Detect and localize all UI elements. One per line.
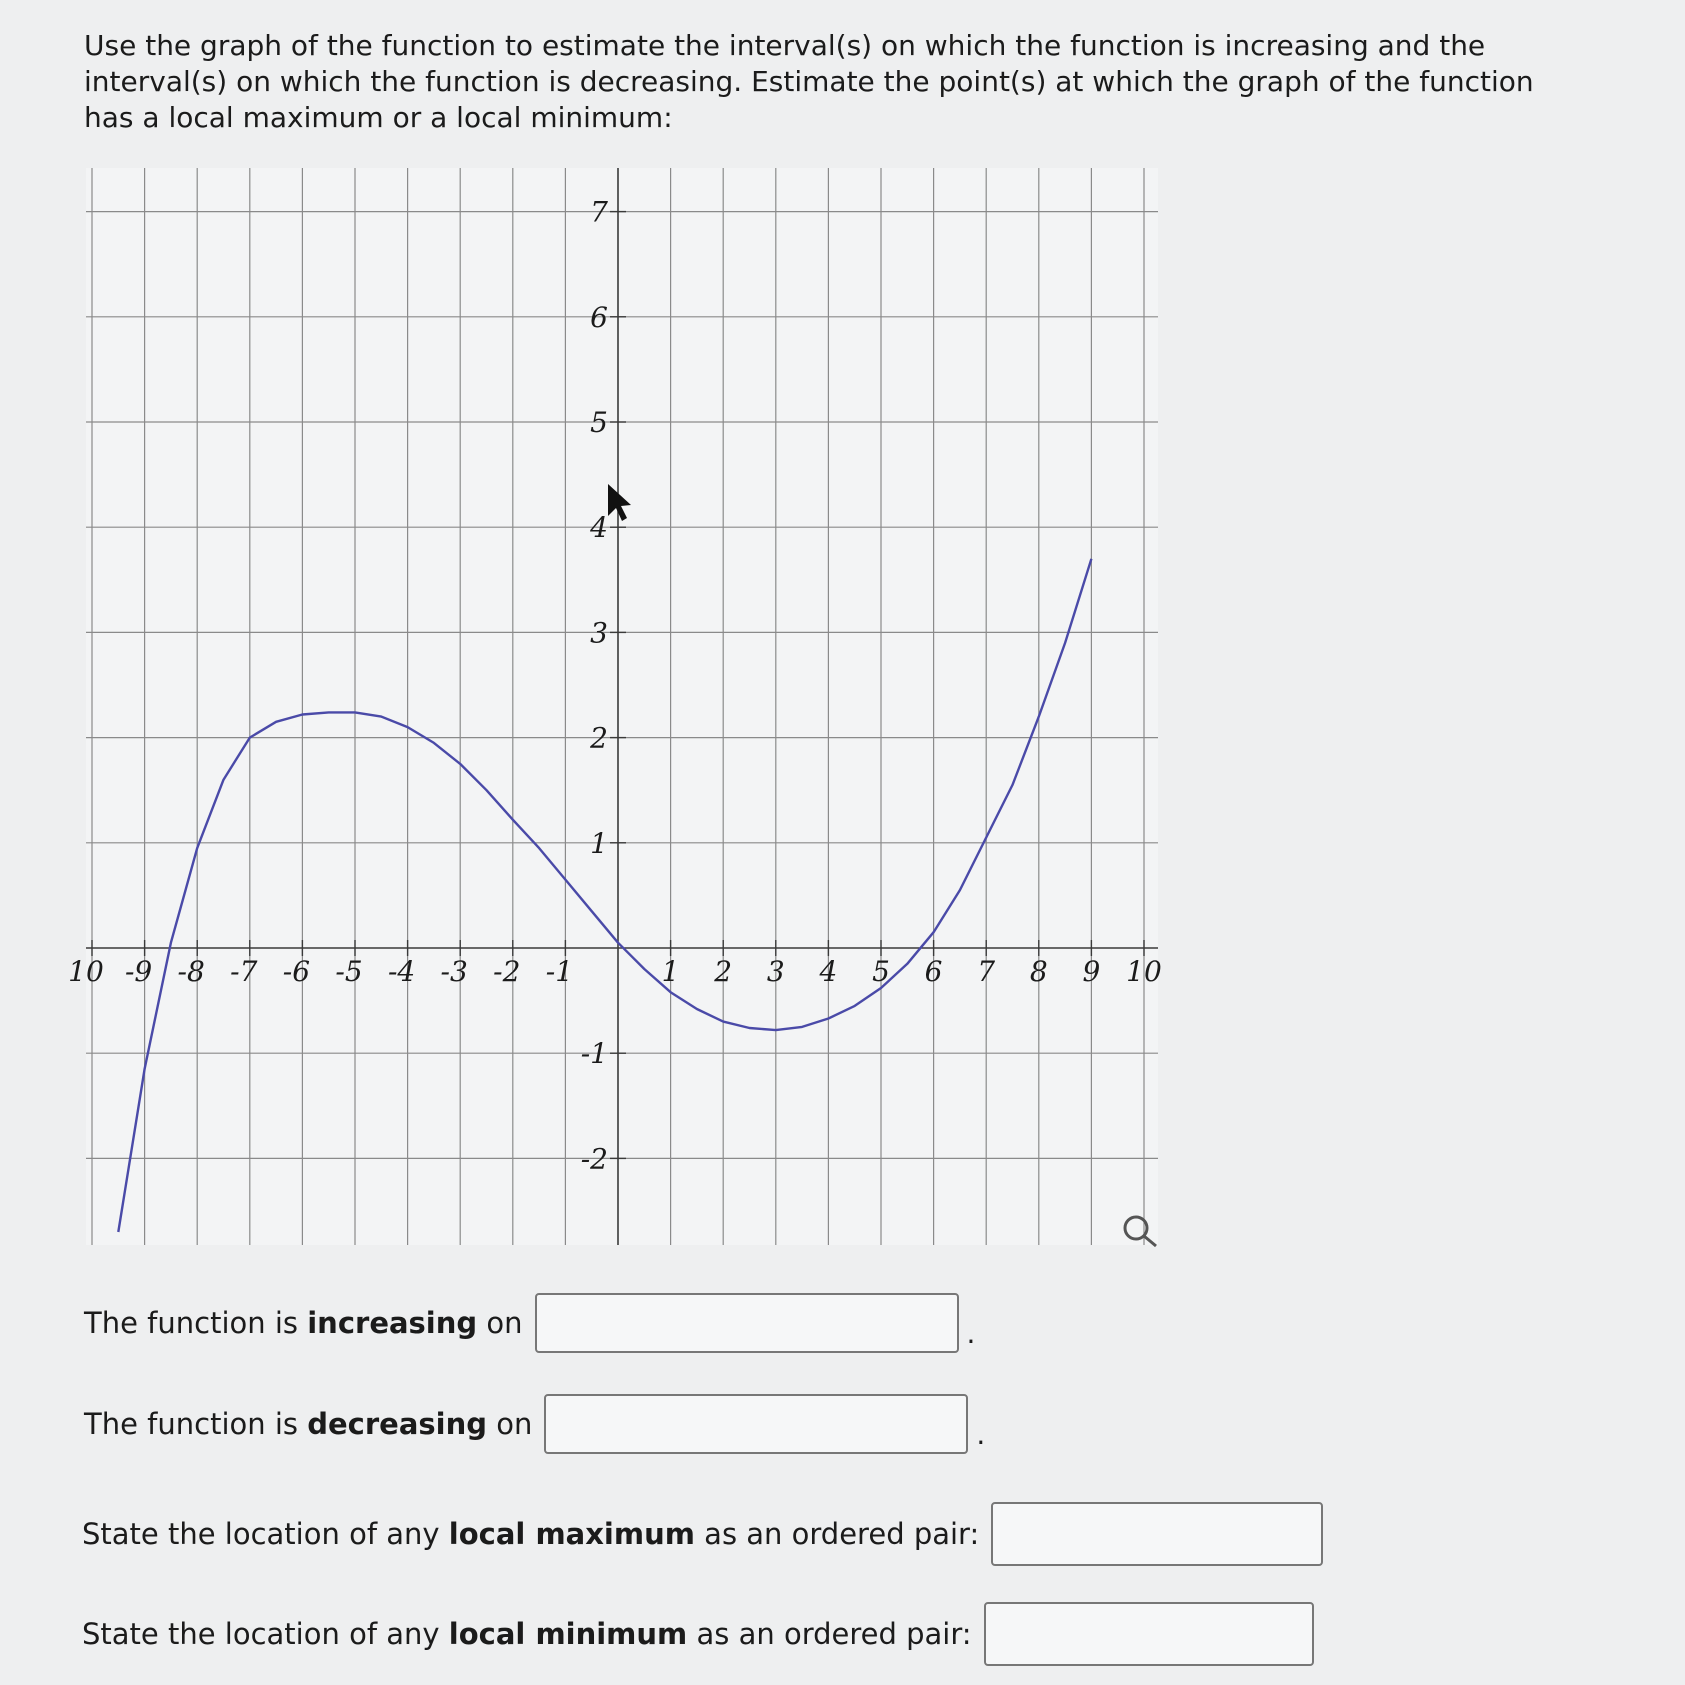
x-tick-label: -3 xyxy=(440,955,468,988)
y-tick-label: 3 xyxy=(590,616,608,650)
x-tick-label: -9 xyxy=(124,955,153,988)
decreasing-label-prefix: The function is xyxy=(84,1407,308,1441)
x-tick-label: -8 xyxy=(177,955,205,988)
local-max-label-bold: local maximum xyxy=(448,1517,695,1551)
x-tick-label: -6 xyxy=(282,955,311,988)
local-min-label-bold: local minimum xyxy=(448,1617,688,1651)
x-tick-label: 10 xyxy=(68,955,104,988)
local-max-label-prefix: State the location of any xyxy=(82,1517,449,1551)
y-tick-label: 1 xyxy=(590,826,608,860)
y-tick-label: 7 xyxy=(590,195,608,229)
x-tick-label: 9 xyxy=(1082,955,1101,988)
local-min-row xyxy=(82,1602,1314,1666)
local-max-row xyxy=(82,1502,1323,1566)
question-prompt: Use the graph of the function to estimate the interval(s) on which the function is increasing and the interval(s) on which the function is decreasing. Estimate the point(s) at which the graph of the function has a local maximum or a local minimum: xyxy=(84,29,1534,134)
decreasing-period: . xyxy=(976,1417,986,1451)
plot-background xyxy=(86,168,1158,1245)
y-tick-label: -1 xyxy=(580,1037,608,1071)
x-tick-label: -1 xyxy=(545,955,574,988)
x-tick-label: 3 xyxy=(766,955,785,988)
y-tick-label: 4 xyxy=(590,511,608,545)
x-tick-label: 10 xyxy=(1126,955,1162,988)
x-tick-label: 8 xyxy=(1029,955,1048,988)
increasing-row xyxy=(84,1293,975,1353)
x-tick-label: -4 xyxy=(387,955,416,988)
y-tick-label: 2 xyxy=(590,721,608,755)
x-tick-label: 6 xyxy=(924,955,943,988)
decreasing-row xyxy=(84,1394,985,1454)
local-max-label-suffix: as an ordered pair: xyxy=(694,1517,980,1551)
y-tick-label: 5 xyxy=(590,406,608,439)
x-tick-label: -7 xyxy=(230,955,258,988)
x-tick-label: 2 xyxy=(714,955,733,988)
increasing-label-prefix: The function is xyxy=(84,1306,308,1340)
x-tick-label: 7 xyxy=(977,955,996,988)
x-tick-label: -2 xyxy=(493,955,521,988)
local-min-label-prefix: State the location of any xyxy=(82,1617,449,1651)
x-tick-label: 1 xyxy=(661,955,680,988)
increasing-label-suffix: on xyxy=(477,1306,523,1340)
increasing-period: . xyxy=(966,1316,976,1350)
increasing-input[interactable] xyxy=(535,1293,959,1353)
x-tick-label: 4 xyxy=(819,955,838,988)
decreasing-label-suffix: on xyxy=(487,1407,533,1441)
decreasing-label-bold: decreasing xyxy=(307,1407,487,1441)
local-min-input[interactable] xyxy=(984,1602,1314,1666)
x-tick-label: 5 xyxy=(872,955,890,988)
local-max-input[interactable] xyxy=(991,1502,1323,1566)
local-min-label-suffix: as an ordered pair: xyxy=(687,1617,972,1651)
increasing-label-bold: increasing xyxy=(307,1306,478,1340)
y-tick-label: 6 xyxy=(590,300,608,334)
y-tick-label: -2 xyxy=(580,1142,608,1176)
x-tick-label: -5 xyxy=(335,955,363,988)
decreasing-input[interactable] xyxy=(544,1394,968,1454)
